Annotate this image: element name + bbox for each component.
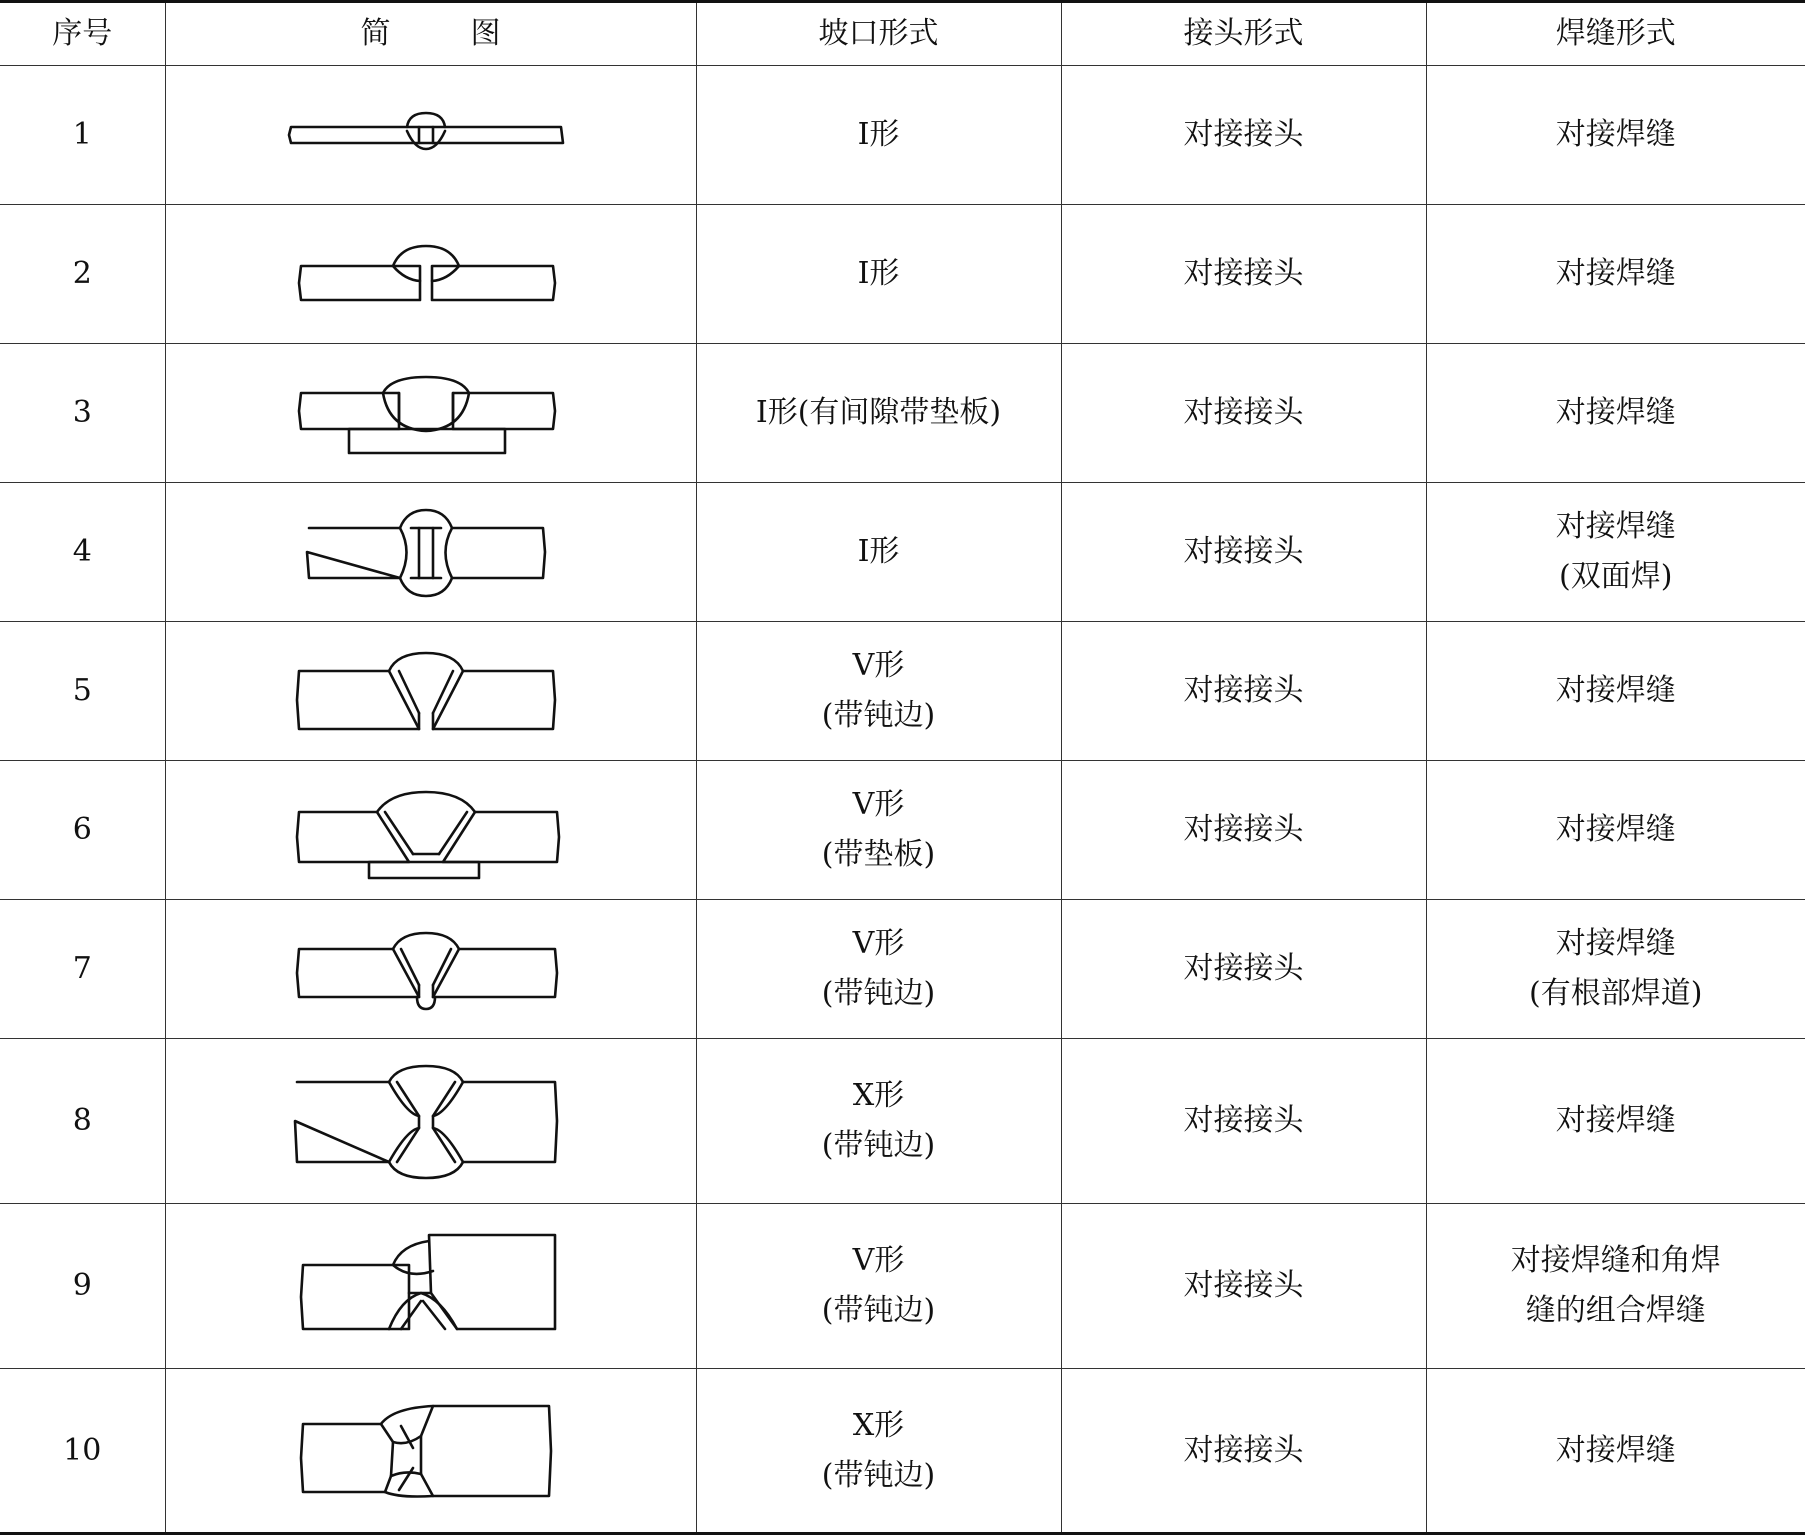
joint-type: 对接接头 bbox=[1061, 1204, 1426, 1369]
weld-type: 对接焊缝 (有根部焊道) bbox=[1426, 900, 1805, 1039]
table-row bbox=[0, 1204, 1805, 1369]
weld-type: 对接焊缝 (双面焊) bbox=[1426, 483, 1805, 622]
weld-type: 对接焊缝 bbox=[1426, 1369, 1805, 1534]
joint-type: 对接接头 bbox=[1061, 622, 1426, 761]
header-joint: 接头形式 bbox=[1061, 2, 1426, 66]
table-row bbox=[0, 622, 1805, 761]
weld-sketch bbox=[165, 761, 696, 900]
weld-sketch-diagram bbox=[281, 234, 581, 314]
groove-type: Ⅰ形 bbox=[696, 66, 1061, 205]
weld-sketch-diagram bbox=[281, 919, 581, 1019]
groove-type: Ⅰ形(有间隙带垫板) bbox=[696, 344, 1061, 483]
table-row bbox=[0, 1369, 1805, 1534]
weld-type: 对接焊缝 bbox=[1426, 761, 1805, 900]
weld-type: 对接焊缝 bbox=[1426, 622, 1805, 761]
joint-type: 对接接头 bbox=[1061, 900, 1426, 1039]
weld-sketch-diagram bbox=[281, 1386, 581, 1516]
table-row bbox=[0, 483, 1805, 622]
row-no: 10 bbox=[0, 1369, 165, 1534]
row-no: 2 bbox=[0, 205, 165, 344]
header-no: 序号 bbox=[0, 2, 165, 66]
table-row bbox=[0, 761, 1805, 900]
weld-sketch bbox=[165, 900, 696, 1039]
weld-sketch bbox=[165, 1369, 696, 1534]
header-groove: 坡口形式 bbox=[696, 2, 1061, 66]
weld-sketch bbox=[165, 483, 696, 622]
header-sketch-b: 图 bbox=[470, 16, 501, 51]
weld-sketch-diagram bbox=[281, 105, 581, 165]
groove-type: X形 (带钝边) bbox=[696, 1369, 1061, 1534]
table-row bbox=[0, 900, 1805, 1039]
weld-type: 对接焊缝 bbox=[1426, 1039, 1805, 1204]
groove-type: Ⅰ形 bbox=[696, 483, 1061, 622]
row-no: 8 bbox=[0, 1039, 165, 1204]
joint-type: 对接接头 bbox=[1061, 1369, 1426, 1534]
row-no: 4 bbox=[0, 483, 165, 622]
weld-sketch bbox=[165, 1204, 696, 1369]
table-row bbox=[0, 66, 1805, 205]
weld-sketch bbox=[165, 344, 696, 483]
groove-type: Ⅰ形 bbox=[696, 205, 1061, 344]
weld-sketch-diagram bbox=[281, 502, 581, 602]
weld-sketch bbox=[165, 205, 696, 344]
groove-type: V形 (带钝边) bbox=[696, 900, 1061, 1039]
row-no: 9 bbox=[0, 1204, 165, 1369]
groove-type: X形 (带钝边) bbox=[696, 1039, 1061, 1204]
table-row bbox=[0, 1039, 1805, 1204]
row-no: 1 bbox=[0, 66, 165, 205]
weld-type: 对接焊缝和角焊 缝的组合焊缝 bbox=[1426, 1204, 1805, 1369]
weld-sketch bbox=[165, 66, 696, 205]
groove-type: V形 (带钝边) bbox=[696, 622, 1061, 761]
row-no: 5 bbox=[0, 622, 165, 761]
header-weld: 焊缝形式 bbox=[1426, 2, 1805, 66]
weld-type: 对接焊缝 bbox=[1426, 344, 1805, 483]
table-row bbox=[0, 344, 1805, 483]
weld-sketch-diagram bbox=[281, 1056, 581, 1186]
table-row bbox=[0, 205, 1805, 344]
weld-sketch-diagram bbox=[281, 641, 581, 741]
joint-type: 对接接头 bbox=[1061, 344, 1426, 483]
row-no: 7 bbox=[0, 900, 165, 1039]
row-no: 3 bbox=[0, 344, 165, 483]
weld-sketch bbox=[165, 622, 696, 761]
joint-type: 对接接头 bbox=[1061, 761, 1426, 900]
groove-type: V形 (带钝边) bbox=[696, 1204, 1061, 1369]
weld-sketch-diagram bbox=[281, 1221, 581, 1351]
weld-type: 对接焊缝 bbox=[1426, 205, 1805, 344]
groove-type: V形 (带垫板) bbox=[696, 761, 1061, 900]
joint-type: 对接接头 bbox=[1061, 66, 1426, 205]
joint-type: 对接接头 bbox=[1061, 1039, 1426, 1204]
weld-sketch-diagram bbox=[281, 780, 581, 880]
weld-type: 对接焊缝 bbox=[1426, 66, 1805, 205]
row-no: 6 bbox=[0, 761, 165, 900]
weld-sketch-diagram bbox=[281, 363, 581, 463]
joint-type: 对接接头 bbox=[1061, 483, 1426, 622]
header-sketch bbox=[165, 2, 696, 66]
joint-type: 对接接头 bbox=[1061, 205, 1426, 344]
header-row bbox=[0, 2, 1805, 66]
weld-sketch bbox=[165, 1039, 696, 1204]
header-sketch-a: 简 bbox=[360, 16, 391, 51]
